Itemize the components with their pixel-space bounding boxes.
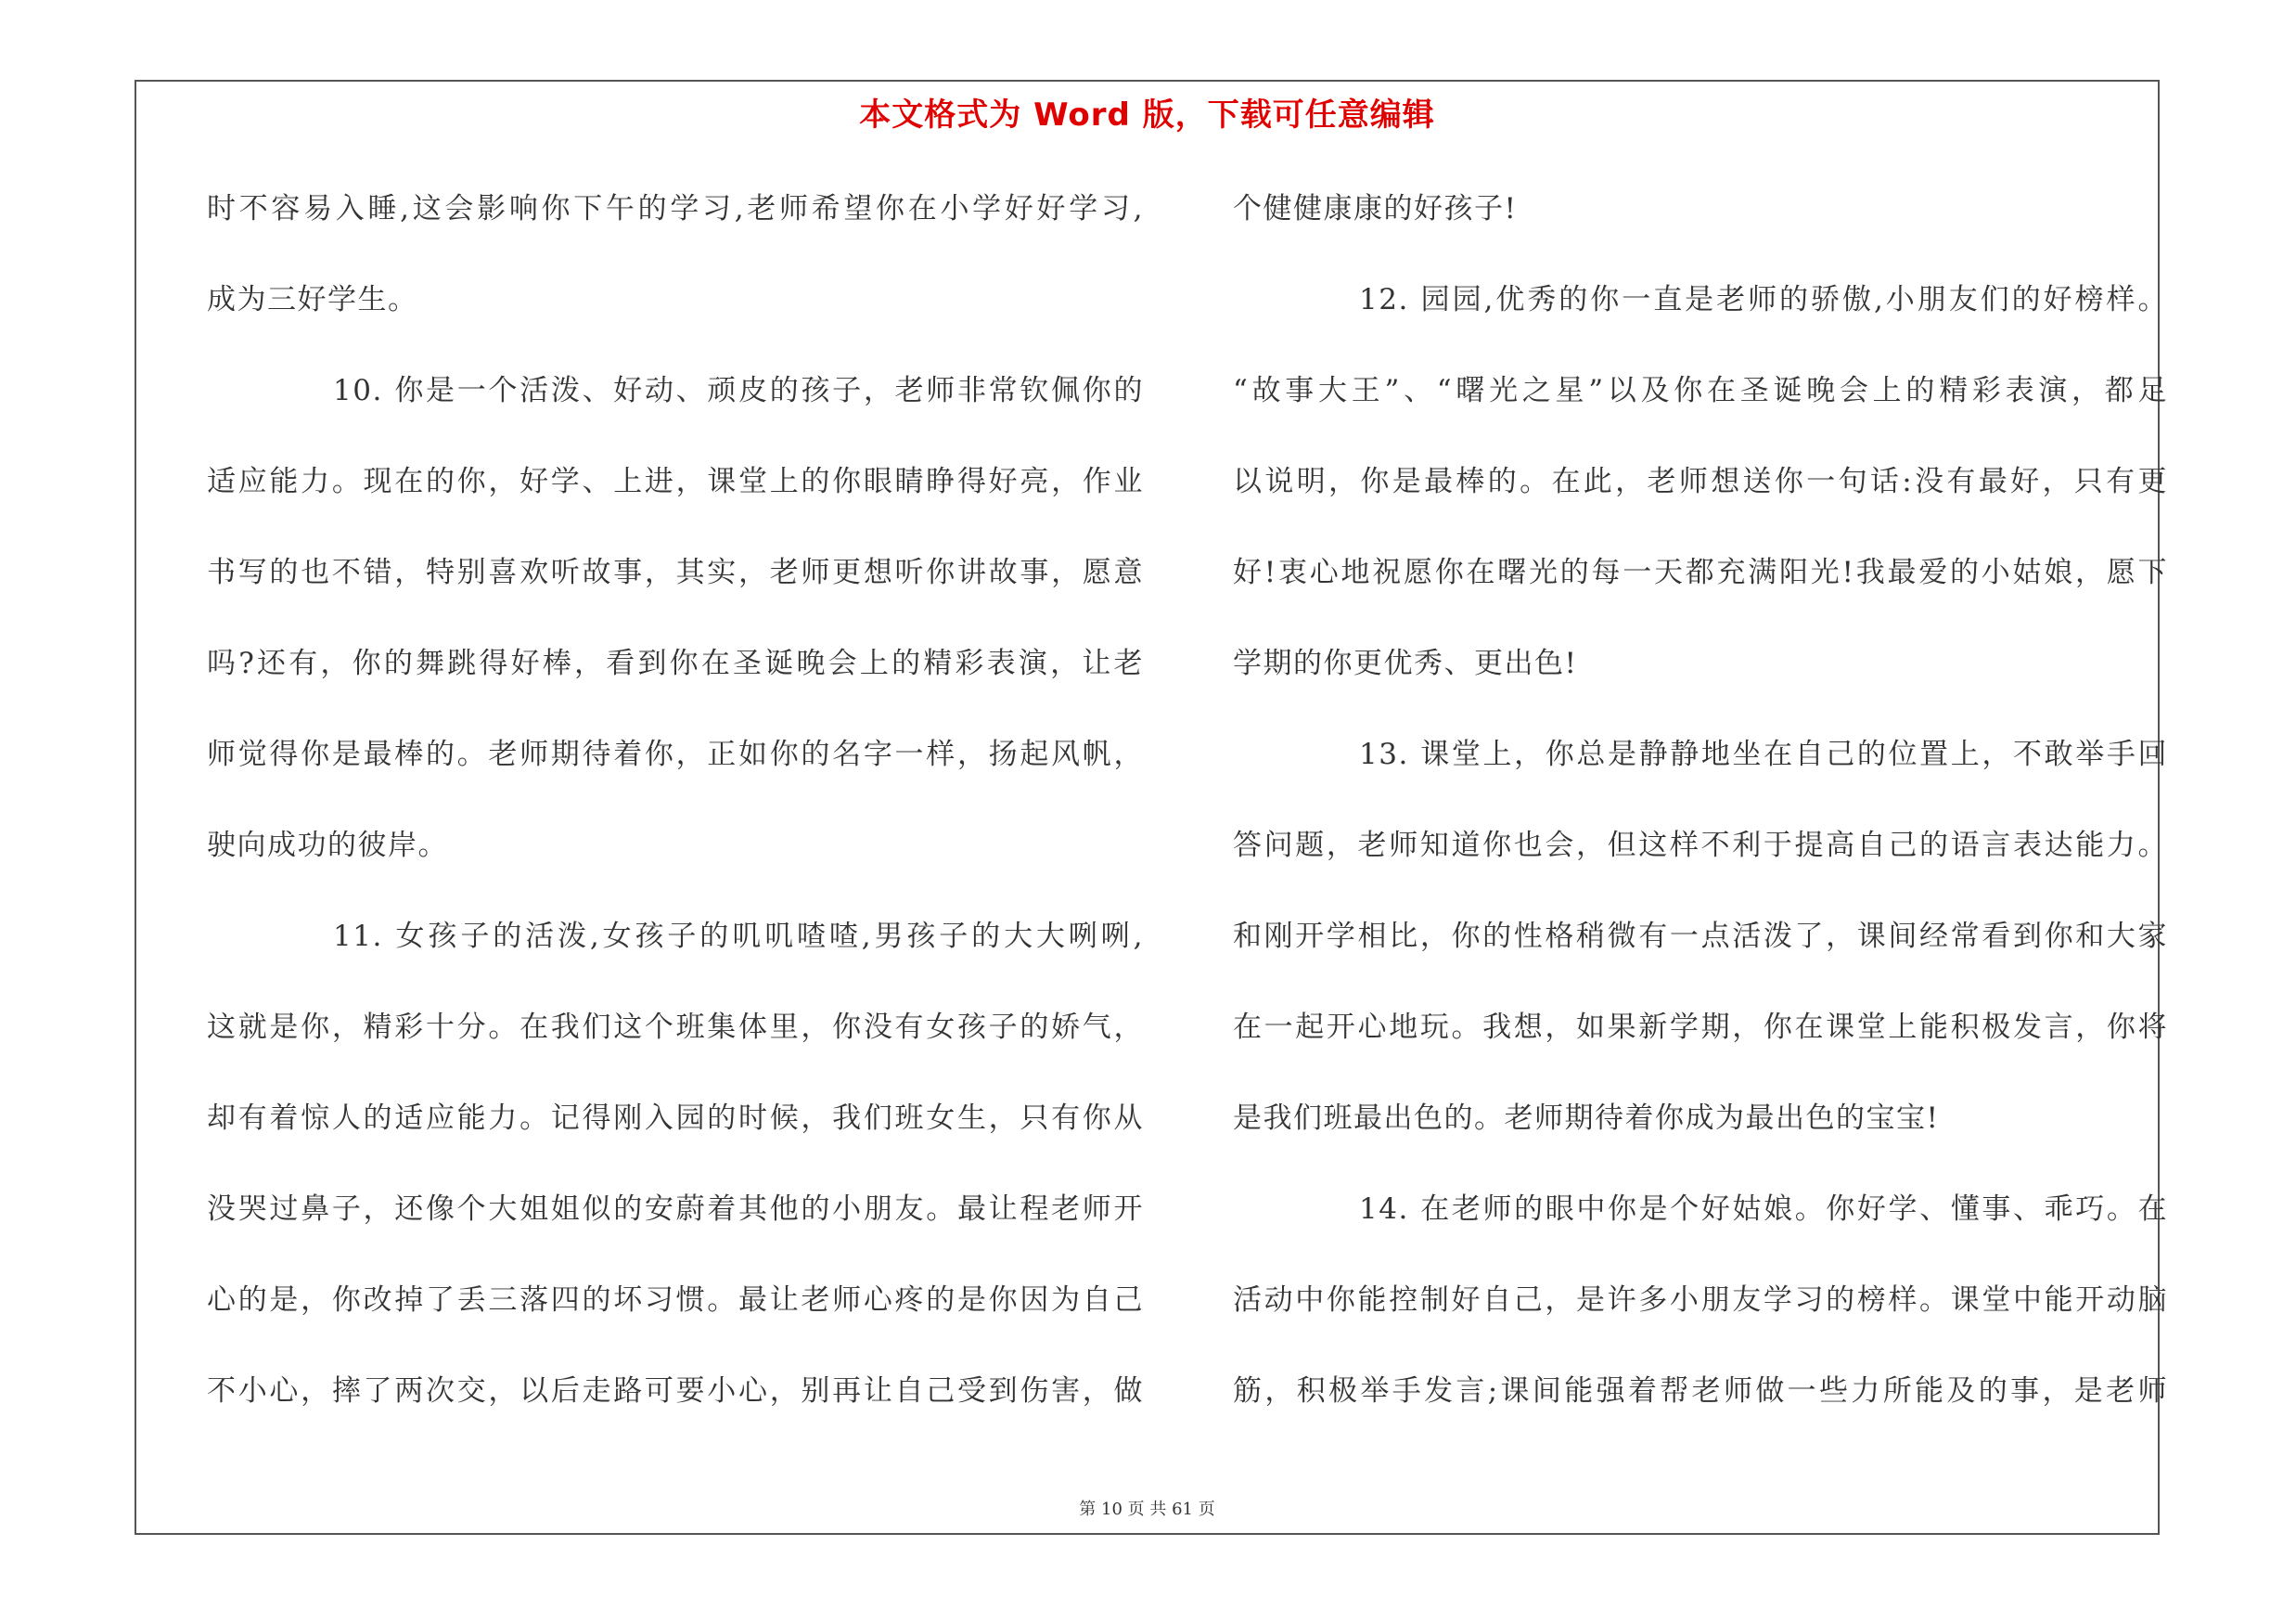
text-line: 师觉得你是最棒的。老师期待着你，正如你的名字一样，扬起风帆， (207, 738, 1144, 771)
text-line: 和刚开学相比，你的性格稍微有一点活泼了，课间经常看到你和大家 (1233, 920, 2168, 953)
document-page (135, 80, 2168, 1535)
text-line: 筋，积极举手发言;课间能强着帮老师做一些力所能及的事，是老师 (1233, 1374, 2168, 1408)
text-line: 好!衷心地祝愿你在曙光的每一天都充满阳光!我最爱的小姑娘，愿下 (1233, 556, 2168, 589)
text-line: 个健健康康的好孩子! (1233, 192, 1518, 225)
text-line: 13. 课堂上，你总是静静地坐在自己的位置上，不敢举手回 (1359, 738, 2168, 771)
text-line: 这就是你，精彩十分。在我们这个班集体里，你没有女孩子的娇气， (207, 1011, 1144, 1044)
text-line: 吗?还有，你的舞跳得好棒，看到你在圣诞晚会上的精彩表演，让老 (207, 647, 1144, 680)
page-header-title: 本文格式为 Word 版，下载可任意编辑 (859, 97, 1435, 134)
text-line: 成为三好学生。 (207, 283, 418, 316)
right-column (1233, 176, 2168, 1449)
text-line: 10. 你是一个活泼、好动、顽皮的孩子，老师非常钦佩你的 (333, 374, 1144, 407)
text-line: 书写的也不错，特别喜欢听故事，其实，老师更想听你讲故事，愿意 (207, 556, 1144, 589)
text-line: 适应能力。现在的你，好学、上进，课堂上的你眼睛睁得好亮，作业 (207, 465, 1144, 498)
text-line: 以说明，你是最棒的。在此，老师想送你一句话:没有最好，只有更 (1233, 465, 2168, 498)
text-line: 心的是，你改掉了丢三落四的坏习惯。最让老师心疼的是你因为自己 (207, 1283, 1144, 1317)
text-line: 11. 女孩子的活泼,女孩子的叽叽喳喳,男孩子的大大咧咧, (333, 920, 1144, 953)
text-line: 却有着惊人的适应能力。记得刚入园的时候，我们班女生，只有你从 (207, 1101, 1144, 1135)
text-line: 答问题，老师知道你也会，但这样不利于提高自己的语言表达能力。 (1233, 829, 2168, 862)
text-line: 是我们班最出色的。老师期待着你成为最出色的宝宝! (1233, 1101, 1940, 1135)
text-line: 活动中你能控制好自己，是许多小朋友学习的榜样。课堂中能开动脑 (1233, 1283, 2168, 1317)
text-line: “故事大王”、“曙光之星”以及你在圣诞晚会上的精彩表演，都足 (1233, 374, 2168, 407)
text-line: 没哭过鼻子，还像个大姐姐似的安蔚着其他的小朋友。最让程老师开 (207, 1192, 1144, 1226)
text-line: 不小心，摔了两次交，以后走路可要小心，别再让自己受到伤害，做 (207, 1374, 1144, 1408)
text-line: 在一起开心地玩。我想，如果新学期，你在课堂上能积极发言，你将 (1233, 1011, 2168, 1044)
text-line: 12. 园园,优秀的你一直是老师的骄傲,小朋友们的好榜样。 (1359, 283, 2168, 316)
page-footer: 第 10 页 共 61 页 (1079, 1500, 1215, 1519)
text-line: 时不容易入睡,这会影响你下午的学习,老师希望你在小学好好学习, (207, 192, 1144, 225)
text-line: 14. 在老师的眼中你是个好姑娘。你好学、懂事、乖巧。在 (1359, 1192, 2168, 1226)
text-line: 学期的你更优秀、更出色! (1233, 647, 1578, 680)
text-line: 驶向成功的彼岸。 (207, 829, 448, 862)
left-column (207, 176, 1144, 1449)
